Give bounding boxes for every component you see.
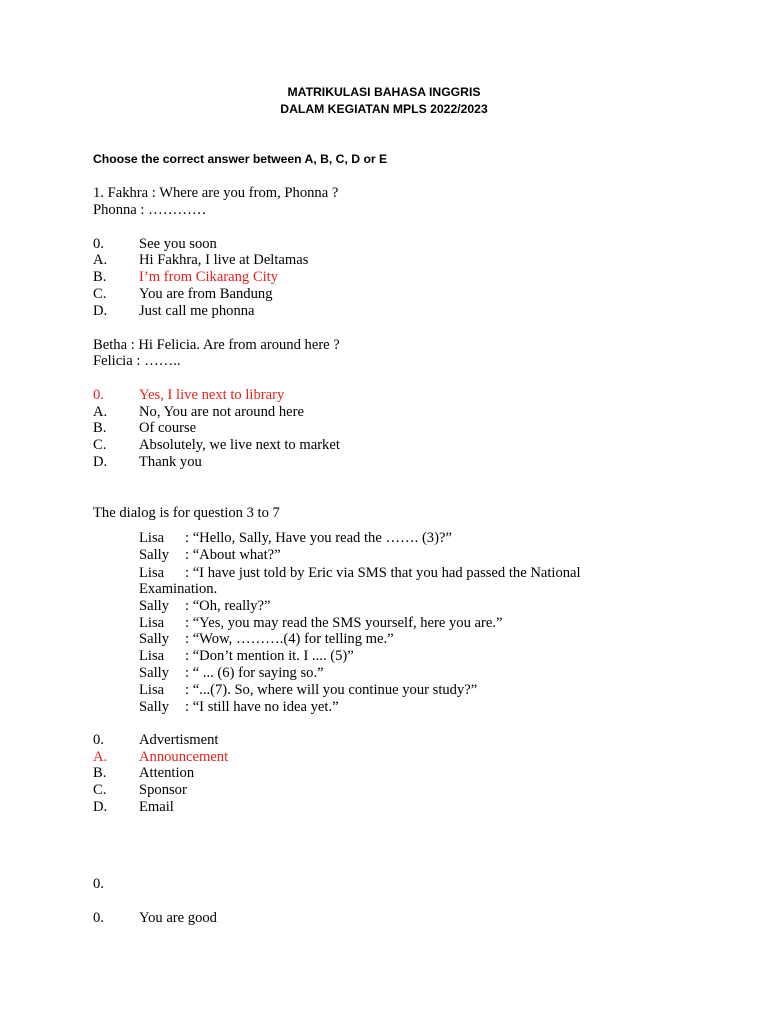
dialog-text: : “...(7). So, where will you continue your study?” bbox=[185, 682, 478, 698]
option-letter: B. bbox=[93, 269, 107, 285]
option-text: Advertisment bbox=[139, 732, 219, 748]
option-row bbox=[93, 236, 217, 253]
option-letter: 0. bbox=[93, 387, 104, 403]
question-1-prompt: 1. Fakhra : Where are you from, Phonna ? bbox=[93, 185, 339, 201]
option-text: Thank you bbox=[139, 454, 202, 470]
dialog-speaker: Lisa bbox=[139, 530, 165, 546]
option-text: You are from Bandung bbox=[139, 286, 273, 302]
dialog-line bbox=[139, 598, 271, 615]
question-2-prompt: Betha : Hi Felicia. Are from around here ? bbox=[93, 337, 340, 353]
option-row bbox=[93, 765, 194, 782]
option-row bbox=[93, 437, 340, 454]
option-text: Absolutely, we live next to market bbox=[139, 437, 340, 453]
dialog-text: : “Wow, ……….(4) for telling me.” bbox=[185, 631, 394, 647]
dialog-speaker: Lisa bbox=[139, 648, 165, 664]
option-letter: 0. bbox=[93, 732, 104, 748]
option-letter: B. bbox=[93, 420, 107, 436]
dialog-text: : “I still have no idea yet.” bbox=[185, 699, 339, 715]
dialog-text: : “Hello, Sally, Have you read the ……. (3)?” bbox=[185, 530, 452, 546]
dialog-text: : “Don’t mention it. I .... (5)” bbox=[185, 648, 354, 664]
dialog-text: : “Yes, you may read the SMS yourself, here you are.” bbox=[185, 615, 503, 631]
question-1-response: Phonna : ………… bbox=[93, 202, 207, 218]
option-letter: D. bbox=[93, 799, 108, 815]
option-text: Just call me phonna bbox=[139, 303, 255, 319]
instruction-text: Choose the correct answer between A, B, C, D or E bbox=[93, 152, 388, 166]
dialog-speaker: Lisa bbox=[139, 682, 165, 698]
option-row bbox=[93, 286, 273, 303]
dialog-intro: The dialog is for question 3 to 7 bbox=[93, 505, 280, 521]
dialog-line bbox=[139, 631, 394, 648]
option-row bbox=[93, 910, 217, 927]
dialog-speaker: Sally bbox=[139, 665, 169, 681]
dialog-line bbox=[139, 665, 324, 682]
dialog-speaker: Sally bbox=[139, 598, 169, 614]
dialog-text: : “Oh, really?” bbox=[185, 598, 271, 614]
option-text: Hi Fakhra, I live at Deltamas bbox=[139, 252, 309, 268]
option-letter: A. bbox=[93, 749, 108, 765]
option-row bbox=[93, 799, 174, 816]
option-letter: 0. bbox=[93, 910, 104, 926]
document-title-line-1: MATRIKULASI BAHASA INGGRIS bbox=[287, 85, 481, 99]
question-2-response: Felicia : …….. bbox=[93, 353, 181, 369]
option-letter: C. bbox=[93, 437, 107, 453]
document-title-line-2: DALAM KEGIATAN MPLS 2022/2023 bbox=[280, 102, 488, 116]
option-text-highlighted: Announcement bbox=[139, 749, 229, 765]
dialog-line bbox=[139, 565, 581, 582]
dialog-line bbox=[139, 648, 354, 665]
option-text: Attention bbox=[139, 765, 195, 781]
dialog-text: : “About what?” bbox=[185, 547, 281, 563]
option-text-highlighted: Yes, I live next to library bbox=[139, 387, 285, 403]
option-text: Of course bbox=[139, 420, 197, 436]
option-row bbox=[93, 876, 139, 893]
option-text: Email bbox=[139, 799, 174, 815]
option-letter: D. bbox=[93, 454, 108, 470]
option-row bbox=[93, 269, 278, 286]
option-row bbox=[93, 749, 228, 766]
option-row bbox=[93, 252, 308, 269]
option-letter: C. bbox=[93, 286, 107, 302]
option-text: Sponsor bbox=[139, 782, 187, 798]
option-text-highlighted: I’m from Cikarang City bbox=[139, 269, 279, 285]
option-letter: A. bbox=[93, 404, 108, 420]
option-letter: D. bbox=[93, 303, 108, 319]
option-row bbox=[93, 404, 304, 421]
dialog-speaker: Sally bbox=[139, 547, 169, 563]
dialog-line bbox=[139, 530, 452, 547]
option-letter: B. bbox=[93, 765, 107, 781]
option-text: You are good bbox=[139, 910, 217, 926]
dialog-line bbox=[139, 615, 502, 632]
option-letter: C. bbox=[93, 782, 107, 798]
dialog-text: : “I have just told by Eric via SMS that you had passed the National bbox=[185, 565, 581, 581]
option-row bbox=[93, 303, 255, 320]
dialog-speaker: Sally bbox=[139, 631, 169, 647]
option-row bbox=[93, 732, 218, 749]
option-row bbox=[93, 782, 187, 799]
dialog-text: : “ ... (6) for saying so.” bbox=[185, 665, 324, 681]
dialog-line bbox=[139, 682, 477, 699]
option-text: No, You are not around here bbox=[139, 404, 304, 420]
option-row bbox=[93, 454, 202, 471]
dialog-line bbox=[139, 699, 339, 716]
dialog-speaker: Lisa bbox=[139, 565, 165, 581]
dialog-line bbox=[139, 547, 281, 564]
option-letter: 0. bbox=[93, 236, 104, 252]
option-row bbox=[93, 420, 196, 437]
option-text: See you soon bbox=[139, 236, 217, 252]
dialog-continuation: Examination. bbox=[139, 581, 218, 597]
option-row bbox=[93, 387, 284, 404]
option-letter: A. bbox=[93, 252, 108, 268]
option-letter: 0. bbox=[93, 876, 104, 892]
dialog-speaker: Lisa bbox=[139, 615, 165, 631]
dialog-speaker: Sally bbox=[139, 699, 169, 715]
